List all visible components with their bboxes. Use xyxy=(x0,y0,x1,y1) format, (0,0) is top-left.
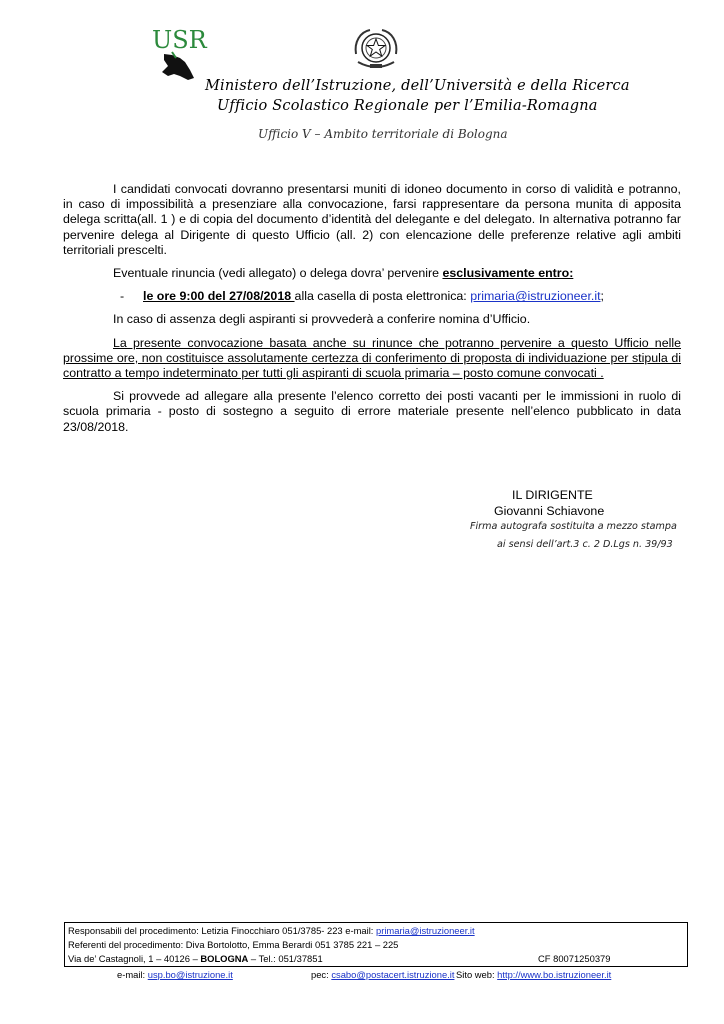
deadline-time: le ore 9:00 del 27/08/2018 xyxy=(143,289,295,304)
footer-website xyxy=(456,969,611,980)
footer-fiscal-code: CF 80071250379 xyxy=(538,953,611,964)
office-subtitle: Ufficio V – Ambito territoriale di Bologna xyxy=(258,127,508,141)
deadline-email-link[interactable]: primaria@istruzioneer.it xyxy=(470,289,601,304)
deadline-text: alla casella di posta elettronica: xyxy=(294,289,471,304)
regional-office-name: Ufficio Scolastico Regionale per l’Emilia-Romagna xyxy=(217,98,598,114)
paragraph-4: La presente convocazione basata anche su rinunce che potranno pervenire a questo Ufficio nelle prossime ore, non costituisce assolutamente certezza di conferimento di proposta di individuazione per stipula di contratto a tempo indeterminato per tutti gli aspiranti di scuola primaria – posto comune convocati . xyxy=(63,335,681,381)
bullet-dash: - xyxy=(120,289,125,304)
deadline-end: ; xyxy=(600,289,604,304)
deadline-bullet xyxy=(63,289,681,304)
signature-title: IL DIRIGENTE xyxy=(512,488,593,502)
footer-box xyxy=(64,922,688,967)
paragraph-2 xyxy=(63,266,681,281)
footer-pec-label: pec: xyxy=(311,969,332,980)
ministry-name: Ministero dell’Istruzione, dell’Università e della Ricerca xyxy=(205,78,630,94)
emblem-icon xyxy=(350,24,402,74)
footer-address xyxy=(68,953,323,964)
footer-pec xyxy=(311,969,454,980)
logo-text: USR xyxy=(152,26,207,54)
footer-address-post: – Tel.: 051/37851 xyxy=(248,953,323,964)
footer-address-city: BOLOGNA xyxy=(200,953,249,964)
footer-email xyxy=(117,969,233,980)
signature-note-1: Firma autografa sostituita a mezzo stampa xyxy=(470,521,677,532)
usr-logo-icon xyxy=(150,24,207,94)
footer-email-link[interactable]: usp.bo@istruzione.it xyxy=(147,969,233,980)
footer-referenti: Referenti del procedimento: Diva Bortolotto, Emma Berardi 051 3785 221 – 225 xyxy=(68,939,399,950)
footer-responsabili-text: Responsabili del procedimento: Letizia Finocchiaro 051/3785- 223 e-mail: xyxy=(68,925,376,936)
footer-pec-link[interactable]: csabo@postacert.istruzione.it xyxy=(331,969,455,980)
footer-email-label: e-mail: xyxy=(117,969,148,980)
usr-logo xyxy=(150,24,207,94)
footer-website-label: Sito web: xyxy=(456,969,498,980)
paragraph-2-emphasis: esclusivamente entro: xyxy=(442,266,574,281)
paragraph-2-text: Eventuale rinuncia (vedi allegato) o delega dovra’ pervenire xyxy=(113,266,443,281)
footer-responsabili xyxy=(68,925,475,936)
paragraph-1: I candidati convocati dovranno presentarsi muniti di idoneo documento in corso di validità e potranno, in caso di impossibilità a presenziare alla convocazione, farsi rappresentare da persona munita di apposita delega scritta(all. 1 ) e di copia del documento d’identità del delegante e del delegato. In alternativa potranno far pervenire delega al Dirigente di questo Ufficio (all. 2) con elencazione delle preferenze relative agli ambiti territoriali prescelti. xyxy=(63,182,681,257)
letter-body xyxy=(63,182,681,443)
footer-website-link[interactable]: http://www.bo.istruzioneer.it xyxy=(497,969,612,980)
paragraph-5: Si provvede ad allegare alla presente l’elenco corretto dei posti vacanti per le immissioni in ruolo di scuola primaria - posto di sostegno a seguito di errore materiale presente nell’elenco pubblicato in data 23/08/2018. xyxy=(63,389,681,434)
footer-address-pre: Via de’ Castagnoli, 1 – 40126 – xyxy=(68,953,201,964)
signature-note-2: ai sensi dell’art.3 c. 2 D.Lgs n. 39/93 xyxy=(497,539,673,550)
paragraph-3: In caso di assenza degli aspiranti si provvederà a conferire nomina d’Ufficio. xyxy=(113,312,531,327)
footer-responsabili-email-link[interactable]: primaria@istruzioneer.it xyxy=(376,925,475,936)
signature-name: Giovanni Schiavone xyxy=(494,504,605,518)
